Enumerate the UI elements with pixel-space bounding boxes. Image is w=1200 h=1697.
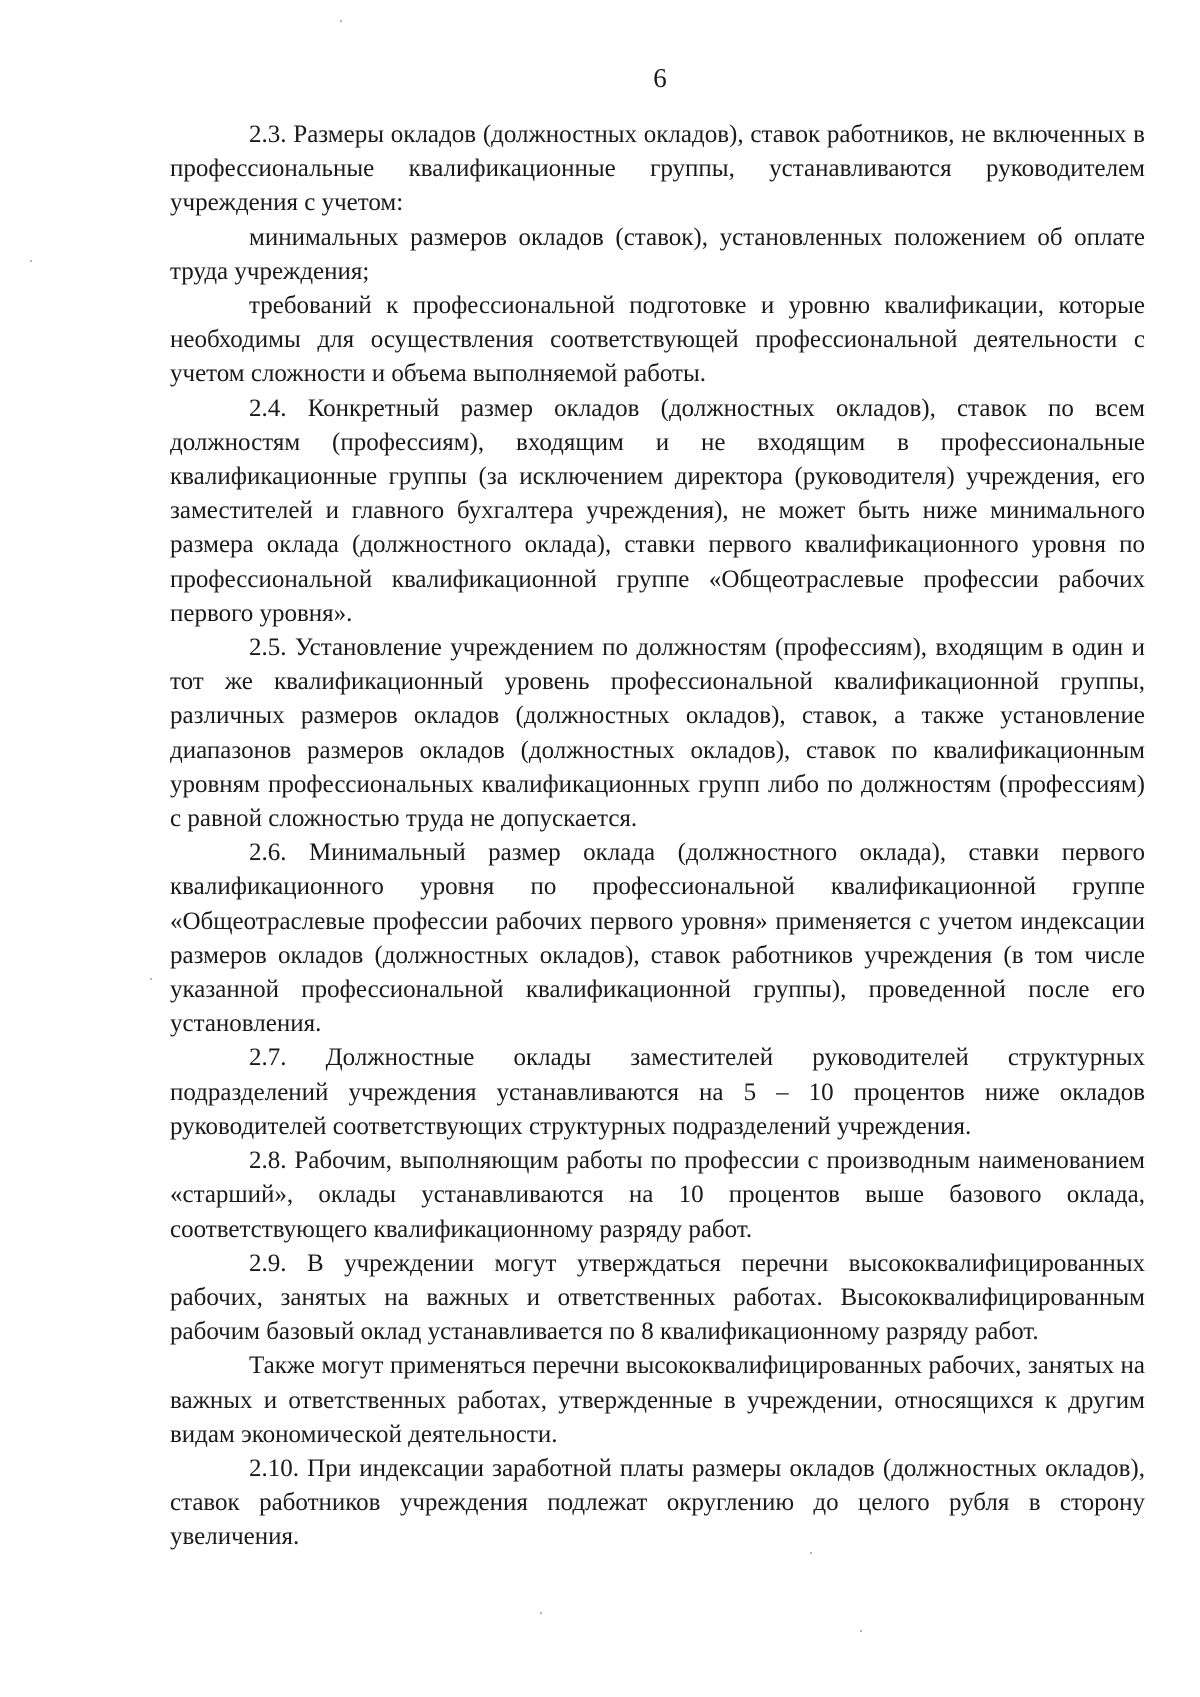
- paragraph-2-6: 2.6. Минимальный размер оклада (должностного оклада), ставки первого квалификационного уровня по профессиональной квалификационной группе «Общеотраслевые профессии рабочих первого уровня» применяется с учетом индексации размеров окладов (должностных окладов), ставок работников учреждения (в том числе указанной профессиональной квалификационной группы), проведенной после его установления.: [170, 839, 1145, 1038]
- paragraph-2-3: 2.3. Размеры окладов (должностных окладов), ставок работников, не включенных в профессиональные квалификационные группы, устанавливаются руководителем учреждения с учетом:: [170, 121, 1145, 217]
- scan-speck: [810, 1552, 812, 1554]
- page-number: 6: [653, 63, 667, 93]
- paragraph-2-5: 2.5. Установление учреждением по должностям (профессиям), входящим в один и тот же квалификационный уровень профессиональной квалификационной группы, различных размеров окладов (должностных окладов), ставок, а также установление диапазонов размеров окладов (должностных окладов), ставок по квалификационным уровням профессиональных квалификационных групп либо по должностям (профессиям) с равной сложностью труда не допускается.: [170, 634, 1145, 833]
- paragraph-2-4: 2.4. Конкретный размер окладов (должностных окладов), ставок по всем должностям (профессиям), входящим и не входящим в профессиональные квалификационные группы (за исключением директора (руководителя) учреждения, его заместителей и главного бухгалтера учреждения), не может быть ниже минимального размера оклада (должностного оклада), ставки первого квалификационного уровня по профессиональной квалификационной группе «Общеотраслевые профессии рабочих первого уровня».: [170, 394, 1145, 627]
- scan-speck: [150, 978, 152, 980]
- scan-speck: [860, 1630, 862, 1632]
- paragraph-2-9-continued: Также могут применяться перечни высококвалифицированных рабочих, занятых на важных и ответственных работах, утвержденные в учреждении, относящихся к другим видам экономической деятельности.: [170, 1352, 1145, 1448]
- paragraph-2-7: 2.7. Должностные оклады заместителей руководителей структурных подразделений учреждения устанавливаются на 5 – 10 процентов ниже окладов руководителей соответствующих структурных подразделений учреждения.: [170, 1044, 1145, 1140]
- paragraph-2-9: 2.9. В учреждении могут утверждаться перечни высококвалифицированных рабочих, занятых на важных и ответственных работах. Высококвалифицированным рабочим базовый оклад устанавливается по 8 квалификационному разряду работ.: [170, 1249, 1145, 1346]
- scan-speck: [340, 20, 342, 22]
- paragraph-2-3-item-1: минимальных размеров окладов (ставок), установленных положением об оплате труда учреждения;: [170, 223, 1145, 285]
- paragraph-2-3-item-2: требований к профессиональной подготовке и уровню квалификации, которые необходимы для осуществления соответствующей профессиональной деятельности с учетом сложности и объема выполняемой работы.: [170, 292, 1145, 388]
- scan-speck: [30, 260, 32, 262]
- scan-speck: [540, 1612, 542, 1614]
- document-body: [170, 118, 1145, 1555]
- paragraph-2-10: 2.10. При индексации заработной платы размеры окладов (должностных окладов), ставок работников учреждения подлежат округлению до целого рубля в сторону увеличения.: [170, 1454, 1145, 1551]
- paragraph-2-8: 2.8. Рабочим, выполняющим работы по профессии с производным наименованием «старший», оклады устанавливаются на 10 процентов выше базового оклада, соответствующего квалификационному разряду работ.: [170, 1147, 1145, 1243]
